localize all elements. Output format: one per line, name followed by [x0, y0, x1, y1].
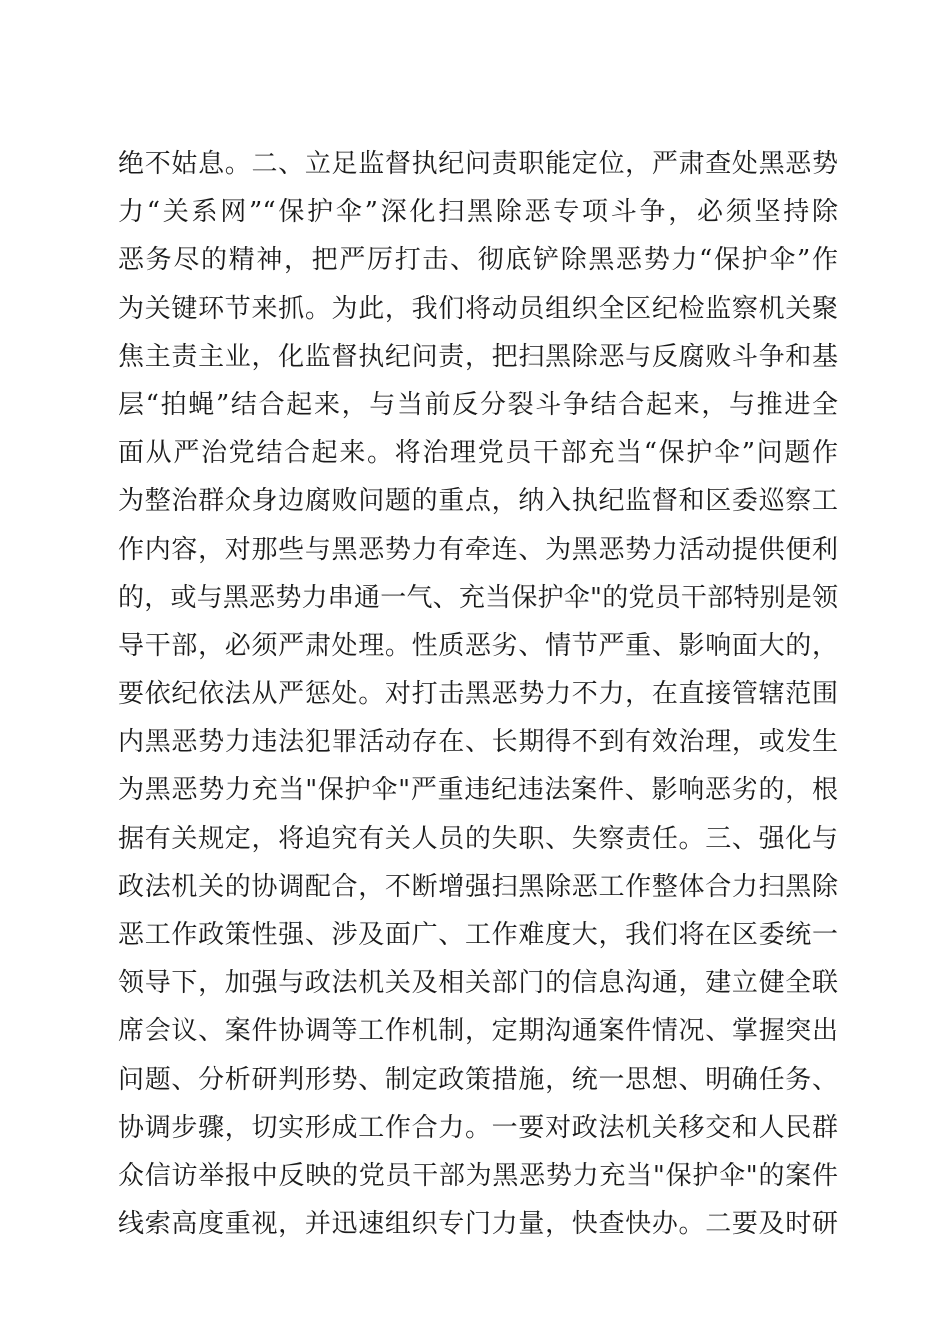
text-line: 面从严治党结合起来。将治理党员干部充当“保护伞”问题作	[118, 438, 838, 469]
text-line: 导干部，必须严肃处理。性质恶劣、情节严重、影响面大的，	[118, 630, 838, 661]
text-line: 协调步骤，切实形成工作合力。一要对政法机关移交和人民群	[118, 1112, 838, 1143]
text-line: 内黑恶势力违法犯罪活动存在、长期得不到有效治理，或发生	[118, 727, 838, 758]
text-line: 领导下，加强与政法机关及相关部门的信息沟通，建立健全联	[118, 968, 838, 999]
text-line: 为整治群众身边腐败问题的重点，纳入执纪监督和区委巡察工	[118, 486, 838, 517]
text-line: 席会议、案件协调等工作机制，定期沟通案件情况、掌握突出	[118, 1016, 838, 1047]
text-line: 众信访举报中反映的党员干部为黑恶势力充当"保护伞"的案件	[118, 1160, 838, 1191]
text-line: 政法机关的协调配合，不断增强扫黑除恶工作整体合力扫黑除	[118, 871, 838, 902]
text-line: 线索高度重视，并迅速组织专门力量，快查快办。二要及时研	[118, 1209, 838, 1240]
text-line: 为关键环节来抓。为此，我们将动员组织全区纪检监察机关聚	[118, 293, 838, 324]
text-line: 焦主责主业，化监督执纪问责，把扫黑除恶与反腐败斗争和基	[118, 341, 838, 372]
body-text	[118, 140, 838, 1248]
text-line: 层“拍蝇”结合起来，与当前反分裂斗争结合起来，与推进全	[118, 389, 838, 420]
text-line: 的，或与黑恶势力串通一气、充当保护伞"的党员干部特别是领	[118, 582, 838, 613]
text-line: 力“关系网”“保护伞”深化扫黑除恶专项斗争，必须坚持除	[118, 197, 838, 228]
text-line: 要依纪依法从严惩处。对打击黑恶势力不力，在直接管辖范围	[118, 679, 838, 710]
text-line: 作内容，对那些与黑恶势力有牵连、为黑恶势力活动提供便利	[118, 534, 838, 565]
text-line: 问题、分析研判形势、制定政策措施，统一思想、明确任务、	[118, 1064, 838, 1095]
text-line: 恶务尽的精神，把严厉打击、彻底铲除黑恶势力“保护伞”作	[118, 245, 838, 276]
text-line: 绝不姑息。二、立足监督执纪问责职能定位，严肃查处黑恶势	[118, 149, 838, 179]
text-line: 据有关规定，将追究有关人员的失职、失察责任。三、强化与	[118, 823, 838, 854]
text-line: 恶工作政策性强、涉及面广、工作难度大，我们将在区委统一	[118, 920, 838, 950]
text-line: 为黑恶势力充当"保护伞"严重违纪违法案件、影响恶劣的，根	[118, 775, 838, 806]
